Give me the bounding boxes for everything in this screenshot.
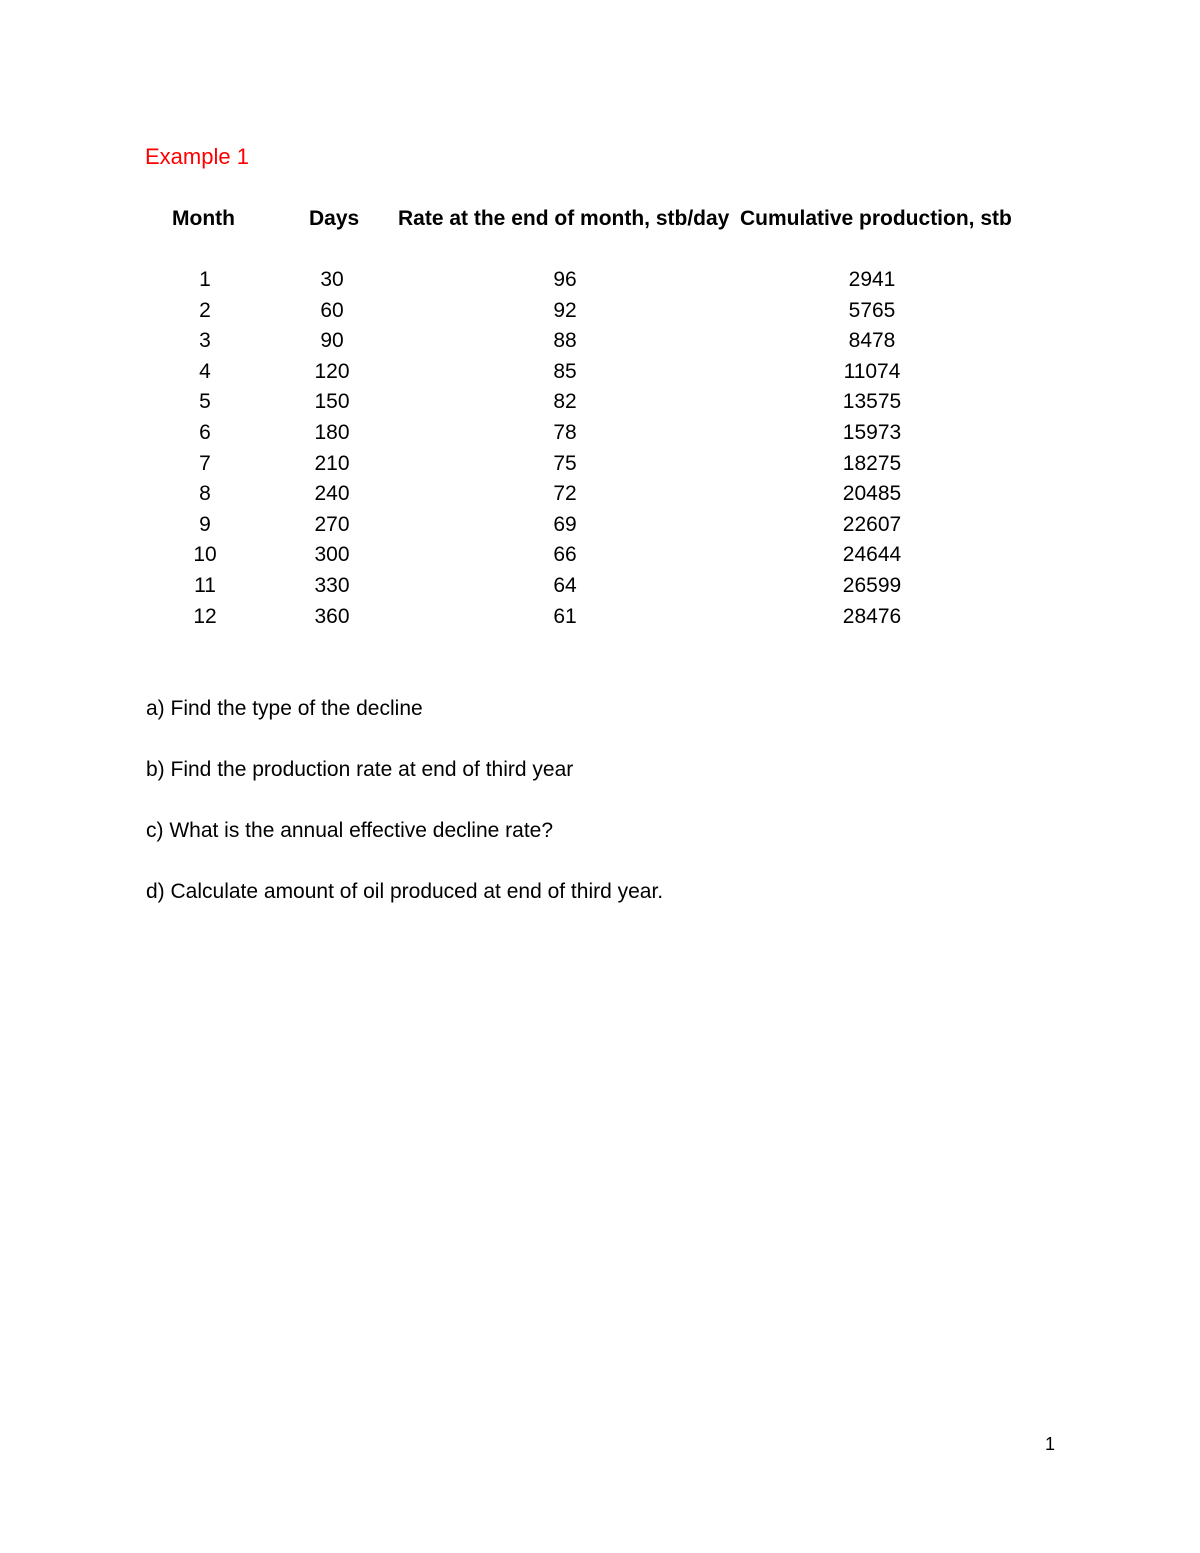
table-row xyxy=(0,480,1200,511)
cumulative-cell: 24644 xyxy=(842,543,902,567)
rate-cell: 88 xyxy=(553,329,577,353)
month-cell: 11 xyxy=(194,573,216,597)
table-row xyxy=(0,388,1200,419)
month-cell: 6 xyxy=(199,420,211,444)
cumulative-cell: 11074 xyxy=(843,359,901,383)
cumulative-cell: 15973 xyxy=(842,420,902,444)
days-cell: 300 xyxy=(314,543,350,567)
month-cell: 4 xyxy=(199,359,211,383)
month-cell: 3 xyxy=(199,329,211,353)
production-table xyxy=(0,266,1200,633)
cumulative-cell: 22607 xyxy=(842,512,902,536)
table-row xyxy=(0,327,1200,358)
month-cell: 5 xyxy=(199,390,211,414)
rate-cell: 85 xyxy=(553,359,577,383)
header-month: Month xyxy=(172,207,235,230)
rate-cell: 69 xyxy=(553,512,577,536)
question-c: c) What is the annual effective decline rate? xyxy=(146,819,554,842)
cumulative-cell: 26599 xyxy=(842,573,902,597)
cumulative-cell: 8478 xyxy=(848,329,896,353)
days-cell: 330 xyxy=(314,573,350,597)
days-cell: 90 xyxy=(320,329,344,353)
days-cell: 180 xyxy=(314,420,350,444)
header-days: Days xyxy=(309,207,360,230)
month-cell: 7 xyxy=(199,451,211,475)
month-cell: 8 xyxy=(199,482,211,506)
rate-cell: 82 xyxy=(553,390,577,414)
month-cell: 2 xyxy=(199,298,211,322)
month-cell: 1 xyxy=(199,268,211,291)
cumulative-cell: 18275 xyxy=(842,451,902,475)
days-cell: 210 xyxy=(314,451,350,475)
table-row xyxy=(0,266,1200,297)
rate-cell: 92 xyxy=(553,298,577,322)
question-b: b) Find the production rate at end of third year xyxy=(146,758,574,781)
rate-cell: 66 xyxy=(553,543,577,567)
question-d: d) Calculate amount of oil produced at end of third year. xyxy=(146,880,664,903)
cumulative-cell: 2941 xyxy=(848,268,896,291)
rate-cell: 75 xyxy=(553,451,577,475)
rate-cell: 64 xyxy=(553,573,577,597)
days-cell: 30 xyxy=(320,268,344,291)
days-cell: 120 xyxy=(314,359,350,383)
days-cell: 360 xyxy=(314,604,350,628)
table-row xyxy=(0,358,1200,389)
question-a: a) Find the type of the decline xyxy=(146,697,423,720)
table-row xyxy=(0,541,1200,572)
cumulative-cell: 28476 xyxy=(842,604,902,628)
month-cell: 10 xyxy=(193,543,217,567)
days-cell: 270 xyxy=(314,512,350,536)
example-title: Example 1 xyxy=(145,144,249,169)
rate-cell: 61 xyxy=(553,604,577,628)
table-row xyxy=(0,603,1200,634)
days-cell: 60 xyxy=(320,298,344,322)
page-number: 1 xyxy=(1045,1434,1056,1454)
rate-cell: 78 xyxy=(553,420,577,444)
table-row xyxy=(0,450,1200,481)
header-rate: Rate at the end of month, stb/day xyxy=(398,207,730,230)
table-row xyxy=(0,419,1200,450)
cumulative-cell: 13575 xyxy=(842,390,902,414)
month-cell: 9 xyxy=(199,512,211,536)
table-row xyxy=(0,572,1200,603)
table-row xyxy=(0,297,1200,328)
month-cell: 12 xyxy=(193,604,217,628)
rate-cell: 72 xyxy=(553,482,577,506)
header-cumulative-production: Cumulative production, stb xyxy=(740,207,1012,230)
cumulative-cell: 20485 xyxy=(842,482,902,506)
table-row xyxy=(0,511,1200,542)
days-cell: 240 xyxy=(314,482,350,506)
days-cell: 150 xyxy=(314,390,350,414)
rate-cell: 96 xyxy=(553,268,577,291)
cumulative-cell: 5765 xyxy=(848,298,896,322)
